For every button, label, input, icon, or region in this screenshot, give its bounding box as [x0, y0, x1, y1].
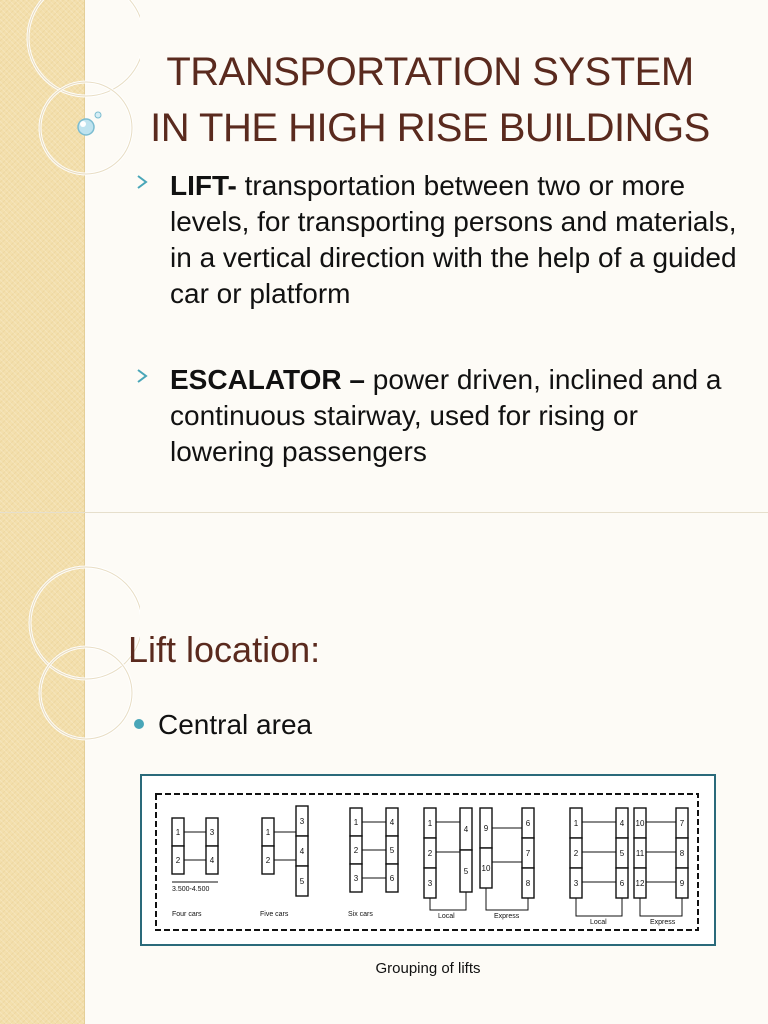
- car-number: 4: [389, 818, 395, 827]
- car-number: 10: [635, 819, 645, 828]
- car-number: 1: [427, 819, 433, 828]
- car-number: 1: [175, 828, 181, 837]
- car-number: 6: [525, 819, 531, 828]
- car-number: 11: [635, 849, 645, 858]
- car-number: 12: [635, 879, 645, 888]
- bracket-label: Local: [590, 919, 607, 926]
- car-number: 1: [265, 828, 271, 837]
- bullet-text: transportation between two or more levels, for transporting persons and materials, in a vertical direction with the help of a guided car or platform: [170, 170, 737, 309]
- lift-grouping-diagram: [140, 774, 716, 946]
- bullet-lift: [134, 168, 744, 312]
- bullet-text: power driven, inclined and a continuous stairway, used for rising or lowering passengers: [170, 364, 722, 467]
- car-number: 2: [353, 846, 359, 855]
- group-label: Six cars: [348, 911, 373, 918]
- car-number: 10: [481, 864, 491, 873]
- bullet-escalator: [134, 362, 744, 470]
- car-number: 2: [427, 849, 433, 858]
- car-number: 3: [427, 879, 433, 888]
- car-number: 6: [389, 874, 395, 883]
- car-number: 4: [209, 856, 215, 865]
- bullet-central-area: [134, 707, 312, 743]
- car-number: 9: [483, 824, 489, 833]
- car-number: 2: [573, 849, 579, 858]
- car-number: 1: [353, 818, 359, 827]
- slide-title: [120, 44, 740, 156]
- group-label: Five cars: [260, 911, 289, 918]
- car-number: 2: [265, 856, 271, 865]
- decorative-rings: [0, 0, 140, 200]
- car-number: 5: [619, 849, 625, 858]
- car-number: 3: [299, 817, 305, 826]
- diagram-caption: Grouping of lifts: [375, 960, 481, 977]
- decorative-rings: [0, 513, 140, 773]
- car-number: 9: [679, 879, 685, 888]
- group-label: Four cars: [172, 911, 202, 918]
- bracket-label: Express: [650, 919, 676, 926]
- bullet-term: LIFT-: [170, 170, 237, 201]
- bracket-label: Express: [494, 913, 520, 920]
- car-number: 3: [353, 874, 359, 883]
- car-number: 8: [525, 879, 531, 888]
- car-number: 8: [679, 849, 685, 858]
- section-heading: Lift location:: [128, 629, 321, 670]
- car-number: 4: [619, 819, 625, 828]
- car-number: 3: [209, 828, 215, 837]
- car-number: 5: [299, 877, 305, 886]
- title-line-2: IN THE HIGH RISE BUILDINGS: [150, 106, 710, 150]
- car-number: 7: [679, 819, 685, 828]
- dot-bullet-icon: [134, 719, 144, 729]
- car-number: 2: [175, 856, 181, 865]
- car-number: 4: [463, 825, 469, 834]
- car-number: 6: [619, 879, 625, 888]
- bullet-term: ESCALATOR –: [170, 364, 365, 395]
- slide-2: [0, 512, 768, 1024]
- car-number: 5: [463, 867, 469, 876]
- bullet-text: Central area: [158, 709, 313, 740]
- car-number: 3: [573, 879, 579, 888]
- car-number: 7: [525, 849, 531, 858]
- car-number: 5: [389, 846, 395, 855]
- dimension-label: 3.500-4.500: [172, 886, 210, 893]
- arrow-bullet-icon: [134, 368, 150, 384]
- bracket-label: Local: [438, 913, 455, 920]
- car-number: 4: [299, 847, 305, 856]
- car-number: 1: [573, 819, 579, 828]
- title-line-1: TRANSPORTATION SYSTEM: [166, 50, 694, 94]
- arrow-bullet-icon: [134, 174, 150, 190]
